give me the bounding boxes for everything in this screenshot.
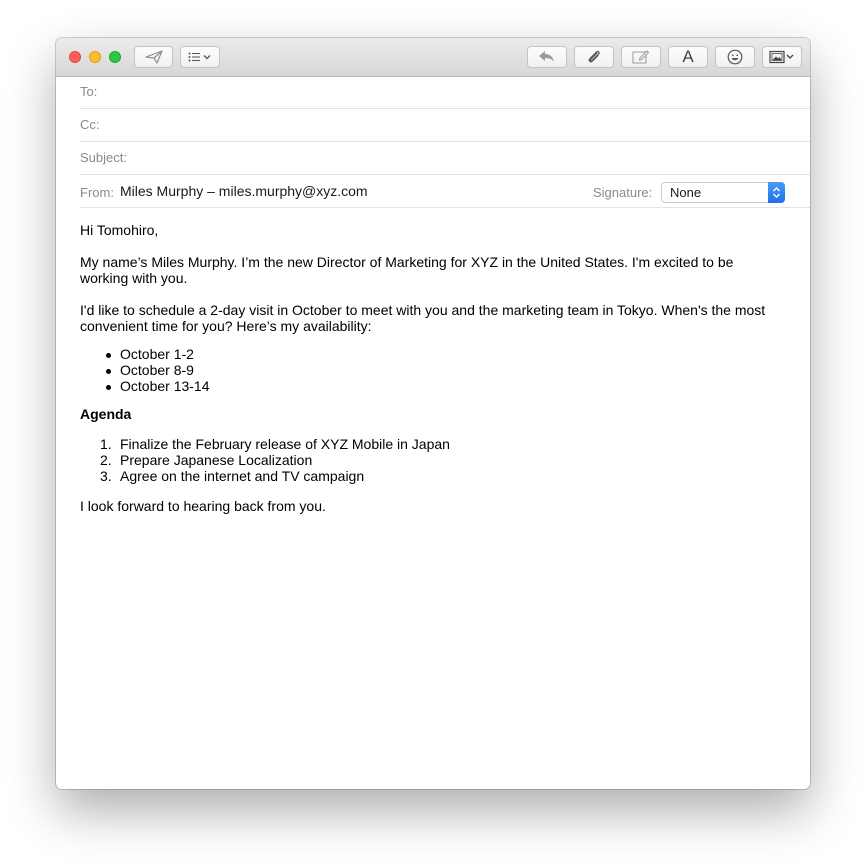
signature-label: Signature: — [593, 185, 653, 200]
from-label: From: — [80, 185, 114, 200]
list-item: 1. Finalize the February release of XYZ Mobile in Japan — [100, 436, 450, 452]
list-item: October 1-2 — [80, 346, 780, 362]
list-item: October 13-14 — [80, 378, 780, 394]
message-body[interactable] — [80, 222, 780, 514]
markup-button[interactable] — [621, 46, 661, 68]
intro-paragraph: My name’s Miles Murphy. I’m the new Director of Marketing for XYZ in the United States. I'm excited to be working with you. — [80, 254, 734, 286]
font-icon: A — [682, 47, 694, 66]
title-bar — [56, 38, 810, 77]
agenda-heading: Agenda — [80, 406, 132, 422]
closing-line: I look forward to hearing back from you. — [80, 498, 326, 514]
photo-browser-button[interactable] — [762, 46, 802, 68]
bullet-icon — [106, 353, 111, 358]
cc-label: Cc: — [80, 117, 100, 132]
from-row — [80, 175, 810, 208]
close-button[interactable] — [69, 51, 81, 63]
bullet-icon — [106, 385, 111, 390]
agenda-list — [80, 436, 780, 484]
subject-label: Subject: — [80, 150, 127, 165]
emoji-button[interactable] — [715, 46, 755, 68]
send-button[interactable] — [134, 46, 173, 68]
bullet-icon — [106, 369, 111, 374]
photo-browser-icon — [769, 50, 795, 64]
from-account-popup[interactable]: Miles Murphy – miles.murphy@xyz.com — [120, 183, 368, 199]
zoom-button[interactable] — [109, 51, 121, 63]
mail-compose-window — [56, 38, 810, 789]
cc-field[interactable] — [80, 109, 810, 142]
send-icon — [145, 50, 163, 64]
attach-button[interactable] — [574, 46, 614, 68]
availability-list — [80, 346, 780, 394]
list-item: 2. Prepare Japanese Localization — [100, 452, 313, 468]
reply-button[interactable] — [527, 46, 567, 68]
select-stepper-icon — [768, 182, 785, 203]
reply-icon — [538, 50, 556, 64]
to-label: To: — [80, 84, 98, 99]
list-format-icon — [188, 52, 212, 62]
signature-select[interactable] — [661, 182, 785, 203]
font-button[interactable] — [668, 46, 708, 68]
attach-icon — [586, 49, 602, 65]
list-format-button[interactable] — [180, 46, 220, 68]
greeting: Hi Tomohiro, — [80, 222, 159, 238]
subject-field[interactable] — [80, 142, 810, 175]
list-item: 3. Agree on the internet and TV campaign — [100, 468, 365, 484]
signature-value: None — [670, 185, 702, 200]
visit-paragraph: I'd like to schedule a 2-day visit in October to meet with you and the marketing team in Tokyo. When's the most convenient time for you? Here’s my availability: — [80, 302, 766, 334]
minimize-button[interactable] — [89, 51, 101, 63]
markup-icon — [632, 50, 650, 64]
list-item: October 8-9 — [80, 362, 780, 378]
emoji-icon — [727, 49, 743, 65]
to-field[interactable] — [80, 76, 810, 109]
